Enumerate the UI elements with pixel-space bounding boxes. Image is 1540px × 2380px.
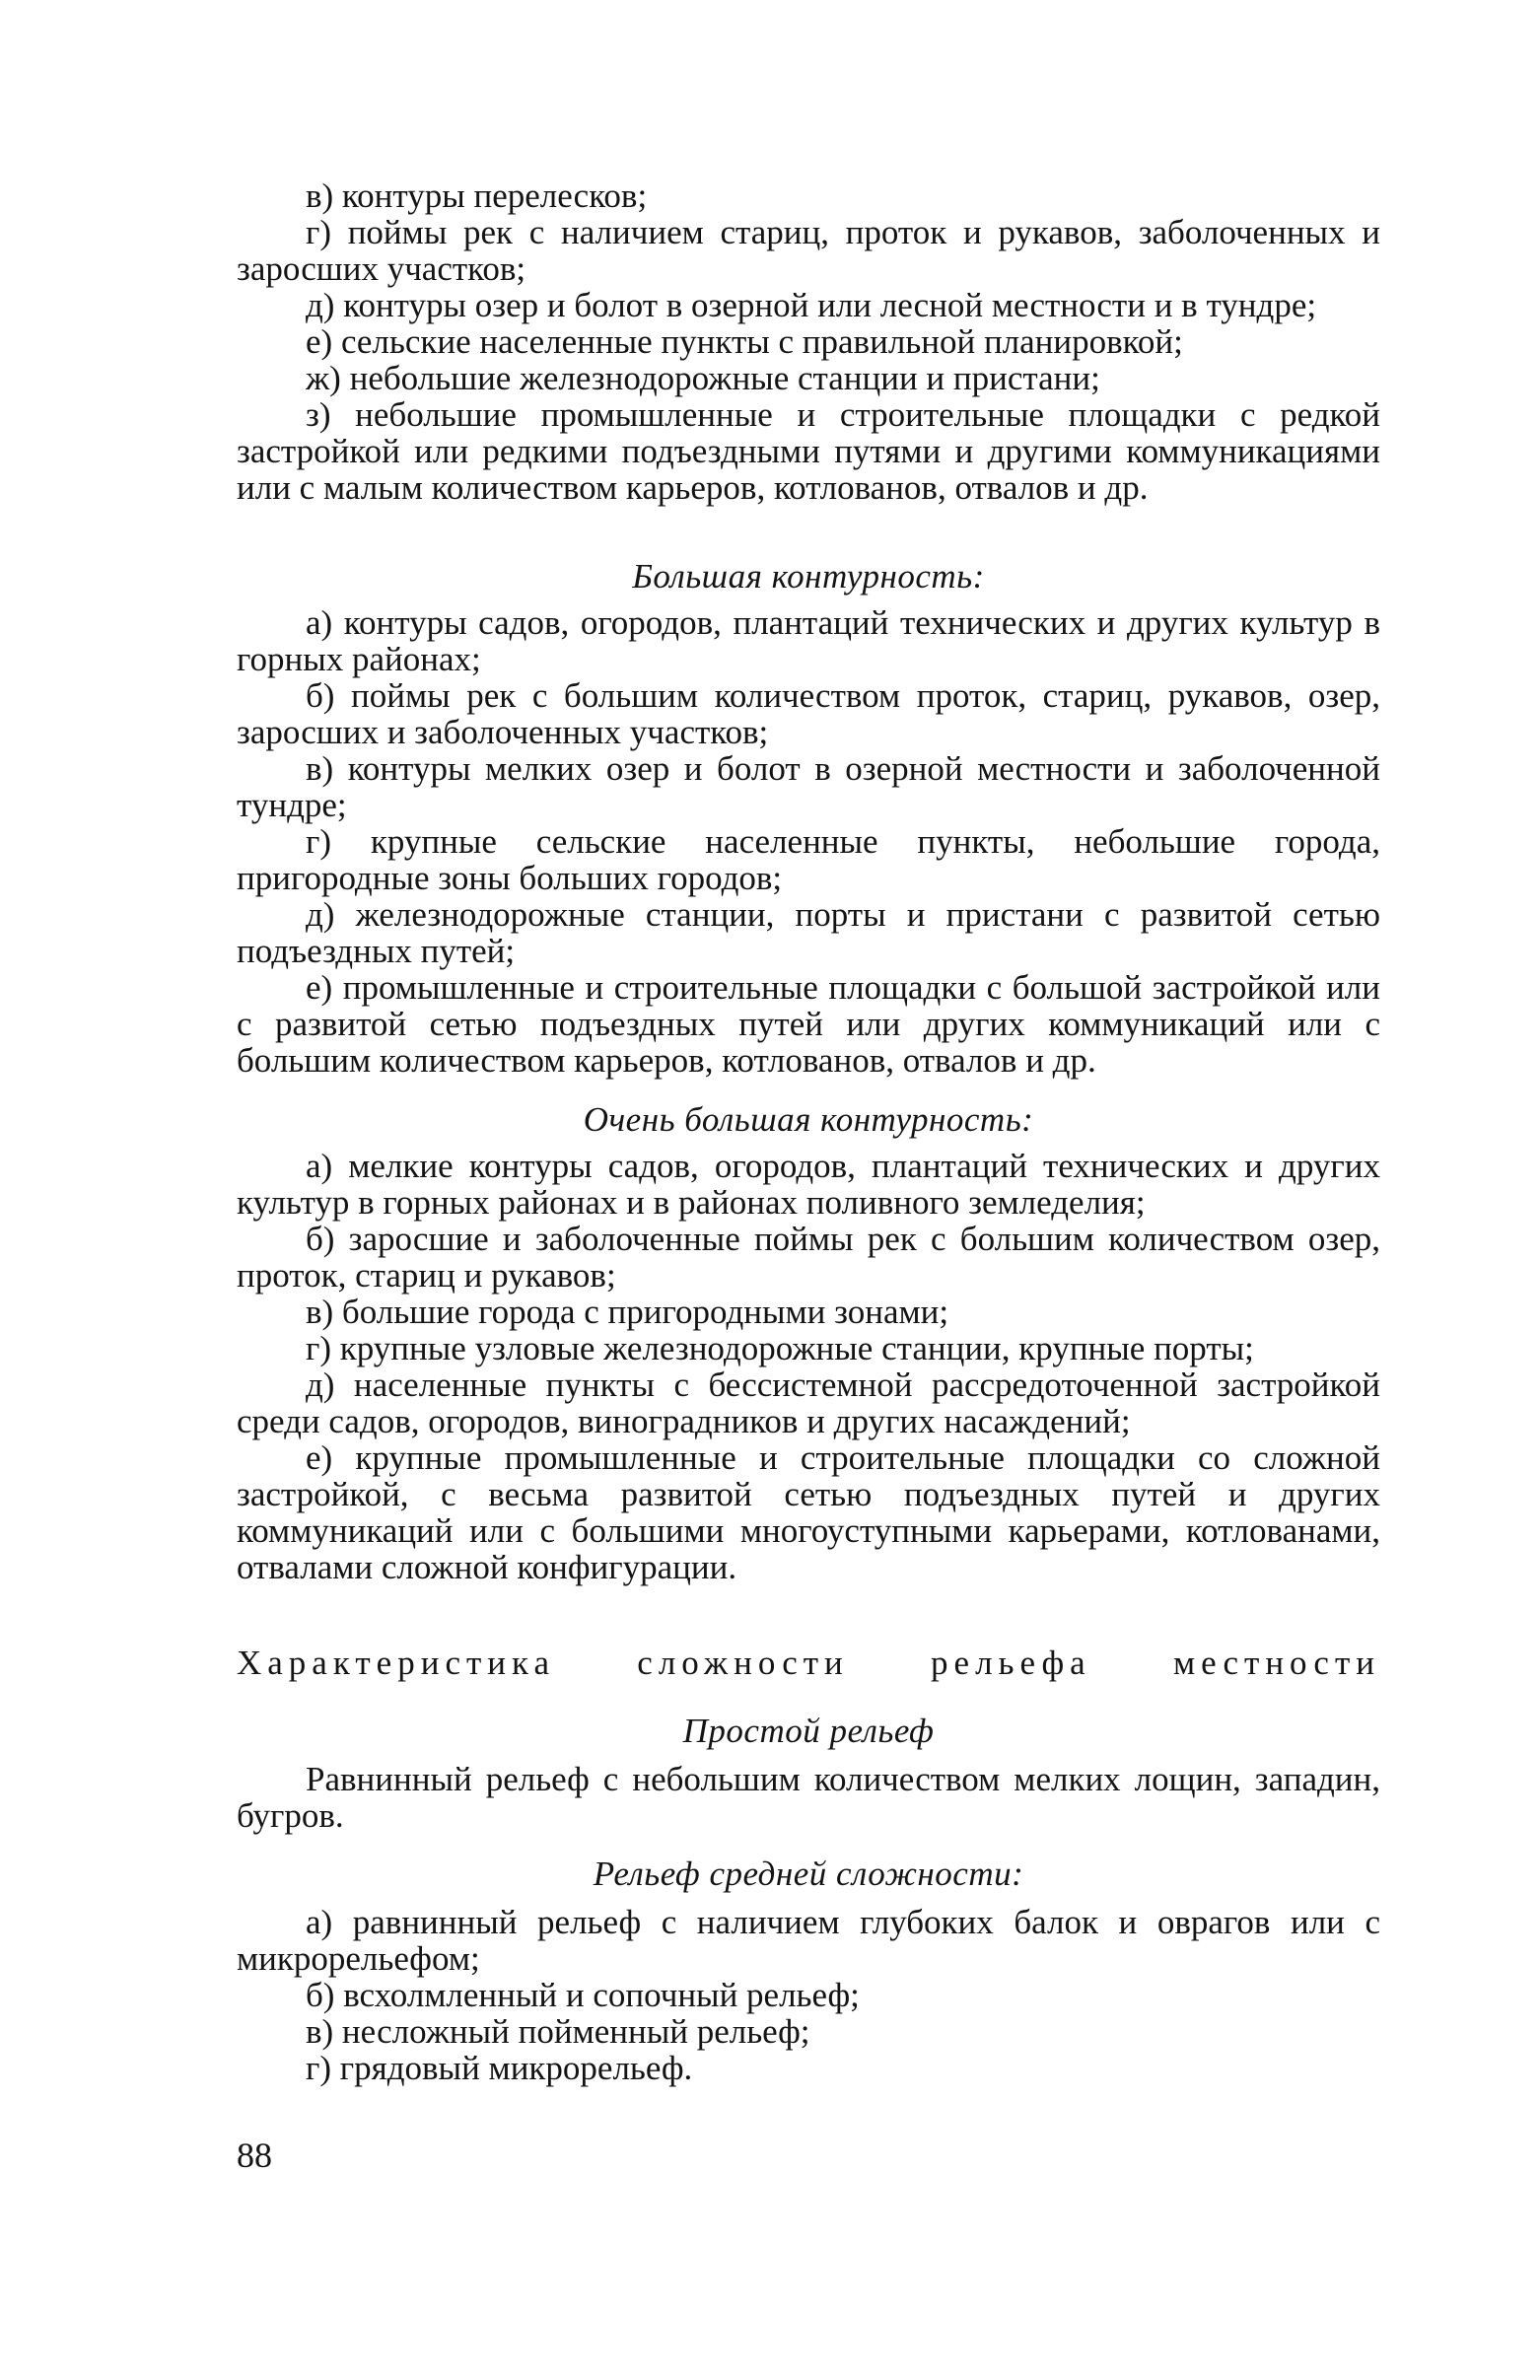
- list-item: з) небольшие промышленные и строительные площадки с редкой застройкой или редкими подъездными путями и другими коммуникациями или с малым количеством карьеров, котлованов, отвалов и др.: [237, 395, 1380, 507]
- list-item: д) контуры озер и болот в озерной или лесной местности и в тундре;: [306, 286, 1317, 324]
- section-heading: Большая контурность:: [632, 557, 985, 595]
- section-heading: Очень большая контурность:: [583, 1100, 1034, 1139]
- section-large-contour: [237, 558, 1380, 1079]
- list-item: е) сельские населенные пункты с правильной планировкой;: [306, 322, 1183, 361]
- list-item: д) населенные пункты с бессистемной рассредоточенной застройкой среди садов, огородов, виноградников и других насаждений;: [237, 1365, 1380, 1440]
- paragraph: Равнинный рельеф с небольшим количеством мелких лощин, западин, бугров.: [237, 1760, 1380, 1835]
- list-item: д) железнодорожные станции, порты и пристани с развитой сетью подъездных путей;: [237, 895, 1380, 970]
- list-item: е) крупные промышленные и строительные площадки со сложной застройкой, с весьма развитой сетью подъездных путей и других коммуникаций или с большими многоуступными карьерами, котлованами, отвалами сложной конфигурации.: [237, 1438, 1380, 1586]
- list-item: б) поймы рек с большим количеством проток, стариц, рукавов, озер, заросших и заболоченных участков;: [237, 676, 1380, 751]
- list-item: г) крупные узловые железнодорожные станции, крупные порты;: [306, 1329, 1254, 1367]
- contour-list-continued: [237, 177, 1380, 506]
- list-item: а) равнинный рельеф с наличием глубоких балок и оврагов или с микрорельефом;: [237, 1903, 1380, 1978]
- list-item: б) всхолмленный и сопочный рельеф;: [306, 1976, 860, 2014]
- section-heading: Простой рельеф: [682, 1712, 935, 1750]
- section-title: Характеристика сложности рельефа местности: [237, 1644, 1380, 1682]
- list-item: б) заросшие и заболоченные поймы рек с большим количеством озер, проток, стариц и рукавов;: [237, 1220, 1380, 1295]
- page-number: 88: [237, 2135, 272, 2175]
- section-heading: Рельеф средней сложности:: [593, 1855, 1024, 1893]
- list-item: а) контуры садов, огородов, плантаций технических и других культур в горных районах;: [237, 603, 1380, 678]
- list-item: в) большие города с пригородными зонами;: [306, 1293, 949, 1331]
- list-item: г) крупные сельские населенные пункты, небольшие города, пригородные зоны больших городов;: [237, 822, 1380, 897]
- list-item: ж) небольшие железнодорожные станции и пристани;: [306, 359, 1100, 397]
- list-item: е) промышленные и строительные площадки с большой застройкой или с развитой сетью подъездных путей или других коммуникаций или с большим количеством карьеров, котлованов, отвалов и др.: [237, 968, 1380, 1080]
- list-item: в) контуры мелких озер и болот в озерной местности и заболоченной тундре;: [237, 749, 1380, 824]
- relief-section: [237, 1645, 1380, 2086]
- list-item: в) несложный пойменный рельеф;: [306, 2012, 810, 2051]
- list-item: в) контуры перелесков;: [306, 176, 648, 215]
- section-very-large-contour: [237, 1101, 1380, 1585]
- list-item: г) грядовый микрорельеф.: [306, 2049, 693, 2087]
- list-item: г) поймы рек с наличием стариц, проток и рукавов, заболоченных и заросших участков;: [237, 213, 1380, 288]
- list-item: а) мелкие контуры садов, огородов, плантаций технических и других культур в горных районах и в районах поливного земледелия;: [237, 1147, 1380, 1222]
